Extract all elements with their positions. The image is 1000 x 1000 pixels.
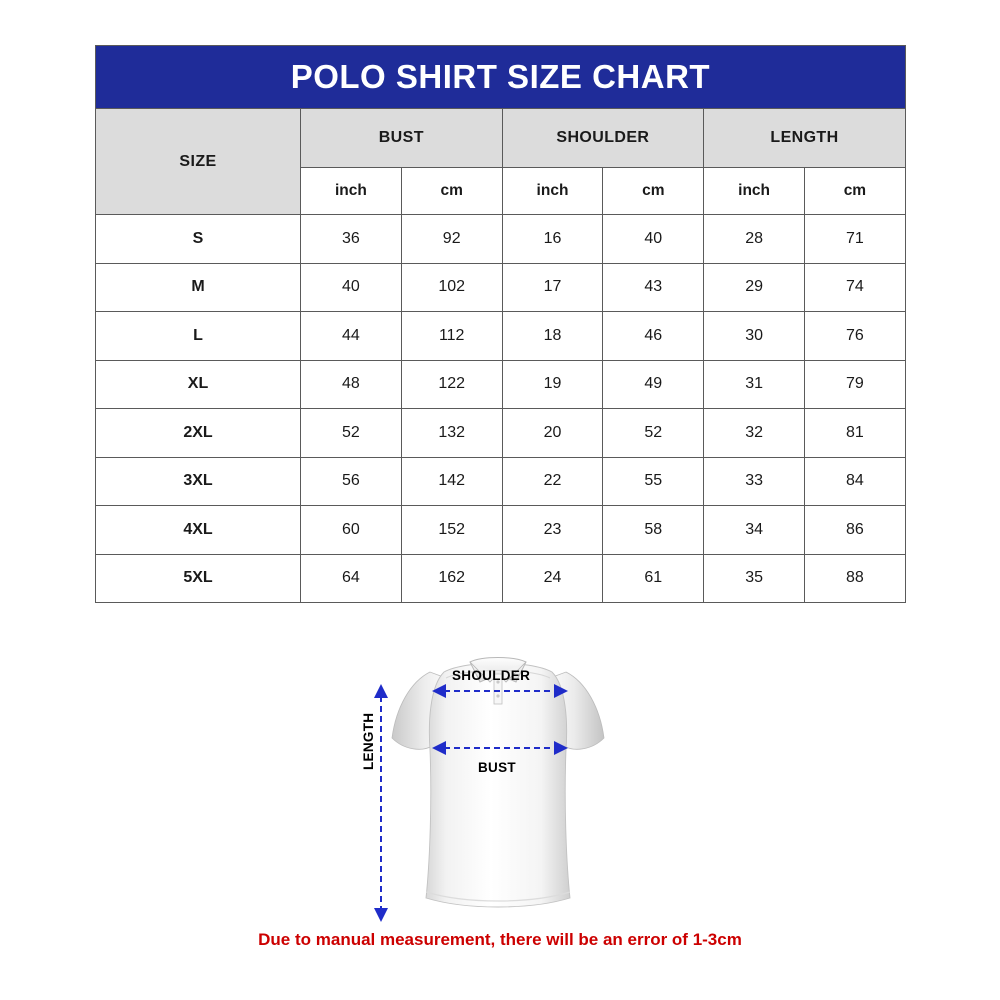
- cell-bust-inch: 56: [301, 457, 402, 506]
- header-shoulder: SHOULDER: [502, 109, 704, 168]
- cell-bust-cm: 112: [401, 312, 502, 361]
- cell-bust-inch: 40: [301, 263, 402, 312]
- cell-size: XL: [96, 360, 301, 409]
- unit-shoulder-cm: cm: [603, 168, 704, 215]
- cell-bust-inch: 44: [301, 312, 402, 361]
- cell-bust-inch: 52: [301, 409, 402, 458]
- cell-shoulder-cm: 46: [603, 312, 704, 361]
- cell-size: 5XL: [96, 554, 301, 603]
- chart-title-row: [96, 46, 906, 109]
- page-title: POLO SHIRT SIZE CHART: [96, 46, 906, 109]
- table-row: [96, 360, 906, 409]
- cell-bust-inch: 64: [301, 554, 402, 603]
- unit-bust-cm: cm: [401, 168, 502, 215]
- table-row: [96, 312, 906, 361]
- cell-bust-inch: 36: [301, 215, 402, 264]
- cell-size: 4XL: [96, 506, 301, 555]
- cell-length-inch: 30: [704, 312, 805, 361]
- table-row: [96, 554, 906, 603]
- cell-shoulder-inch: 22: [502, 457, 603, 506]
- cell-shoulder-cm: 43: [603, 263, 704, 312]
- cell-shoulder-inch: 23: [502, 506, 603, 555]
- cell-shoulder-inch: 24: [502, 554, 603, 603]
- cell-length-cm: 71: [804, 215, 905, 264]
- table-row: [96, 457, 906, 506]
- cell-bust-inch: 48: [301, 360, 402, 409]
- cell-length-inch: 31: [704, 360, 805, 409]
- table-row: [96, 409, 906, 458]
- cell-shoulder-cm: 49: [603, 360, 704, 409]
- cell-bust-cm: 92: [401, 215, 502, 264]
- unit-bust-inch: inch: [301, 168, 402, 215]
- cell-shoulder-cm: 61: [603, 554, 704, 603]
- cell-size: S: [96, 215, 301, 264]
- cell-shoulder-inch: 17: [502, 263, 603, 312]
- cell-shoulder-cm: 55: [603, 457, 704, 506]
- unit-length-inch: inch: [704, 168, 805, 215]
- measurement-note: Due to manual measurement, there will be an error of 1-3cm: [258, 930, 742, 949]
- cell-shoulder-cm: 58: [603, 506, 704, 555]
- cell-length-cm: 81: [804, 409, 905, 458]
- cell-shoulder-inch: 16: [502, 215, 603, 264]
- cell-length-cm: 84: [804, 457, 905, 506]
- measurement-illustration: [0, 630, 1000, 940]
- cell-bust-cm: 132: [401, 409, 502, 458]
- cell-shoulder-inch: 19: [502, 360, 603, 409]
- cell-length-inch: 33: [704, 457, 805, 506]
- group-header-row: [96, 109, 906, 168]
- size-chart-table: [95, 45, 906, 603]
- label-bust: BUST: [478, 760, 516, 775]
- cell-length-cm: 74: [804, 263, 905, 312]
- cell-bust-cm: 162: [401, 554, 502, 603]
- header-size: SIZE: [96, 109, 301, 215]
- cell-length-inch: 35: [704, 554, 805, 603]
- cell-size: 3XL: [96, 457, 301, 506]
- cell-bust-cm: 142: [401, 457, 502, 506]
- cell-size: 2XL: [96, 409, 301, 458]
- label-shoulder: SHOULDER: [452, 668, 531, 683]
- table-row: [96, 506, 906, 555]
- cell-shoulder-inch: 20: [502, 409, 603, 458]
- cell-length-cm: 86: [804, 506, 905, 555]
- unit-length-cm: cm: [804, 168, 905, 215]
- cell-shoulder-cm: 40: [603, 215, 704, 264]
- cell-bust-cm: 152: [401, 506, 502, 555]
- cell-shoulder-cm: 52: [603, 409, 704, 458]
- cell-length-inch: 32: [704, 409, 805, 458]
- cell-length-inch: 29: [704, 263, 805, 312]
- unit-shoulder-inch: inch: [502, 168, 603, 215]
- cell-bust-inch: 60: [301, 506, 402, 555]
- cell-length-cm: 79: [804, 360, 905, 409]
- cell-bust-cm: 122: [401, 360, 502, 409]
- header-length: LENGTH: [704, 109, 906, 168]
- cell-length-inch: 34: [704, 506, 805, 555]
- size-chart-table-wrapper: [95, 45, 905, 603]
- cell-length-cm: 88: [804, 554, 905, 603]
- cell-bust-cm: 102: [401, 263, 502, 312]
- cell-shoulder-inch: 18: [502, 312, 603, 361]
- cell-size: M: [96, 263, 301, 312]
- header-bust: BUST: [301, 109, 503, 168]
- cell-length-inch: 28: [704, 215, 805, 264]
- cell-size: L: [96, 312, 301, 361]
- table-row: [96, 263, 906, 312]
- label-length: LENGTH: [361, 712, 376, 770]
- cell-length-cm: 76: [804, 312, 905, 361]
- table-row: [96, 215, 906, 264]
